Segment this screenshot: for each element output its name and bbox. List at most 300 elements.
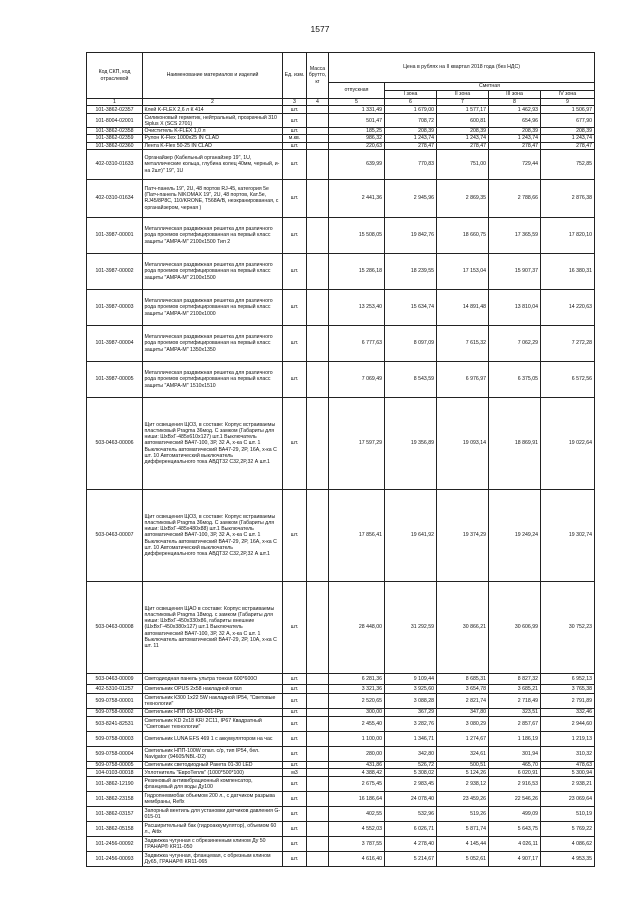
column-number: 5 (329, 99, 385, 106)
item-mass-cell (307, 581, 329, 673)
price-wholesale-cell: 4 552,03 (329, 822, 385, 837)
price-zone1-cell: 19 641,92 (385, 489, 437, 581)
item-mass-cell (307, 489, 329, 581)
price-zone4-cell: 19 302,74 (541, 489, 595, 581)
price-zone4-cell: 2 938,21 (541, 777, 595, 792)
price-zone2-cell: 5 124,26 (437, 769, 489, 777)
table-row (87, 397, 595, 489)
column-numbers-row (87, 99, 595, 106)
price-wholesale-cell: 2 455,40 (329, 716, 385, 731)
item-mass-cell (307, 114, 329, 128)
price-zone4-cell: 6 572,56 (541, 361, 595, 397)
table-row (87, 489, 595, 581)
item-name-cell: Щит освещения ЩО3, в составе: Корпус встраиваемы пластиковый Pragma 36мод. С замком (Габариты для ниши: ШхВхГ-485х610х127) шт.1 Выключатель автоматический ВА47-100, 3P, 32 А, х-ка С шт. 1 Выключатель автоматический ВА47-29, 2P, 16А, х-ка С шт. 10 Автоматический выключатель дифференциального тока АВДТ32 С32,2P,32 А шт.1 (143, 397, 283, 489)
item-code-cell: 402-0310-01634 (87, 179, 143, 217)
price-zone2-cell: 2 821,74 (437, 693, 489, 708)
item-mass-cell (307, 142, 329, 149)
price-zone4-cell: 30 752,23 (541, 581, 595, 673)
price-zone2-cell: 2 869,35 (437, 179, 489, 217)
price-zone3-cell: 5 643,75 (489, 822, 541, 837)
item-code-cell: 101-3862-23158 (87, 792, 143, 807)
table-row (87, 361, 595, 397)
price-zone1-cell: 19 356,89 (385, 397, 437, 489)
item-code-cell: 503-0463-00008 (87, 581, 143, 673)
item-mass-cell (307, 807, 329, 822)
price-zone4-cell: 332,46 (541, 708, 595, 716)
item-name-cell: Светильник KD 2х18 KR/ 2С11, IP67 Квадратный "Световые технологии" (143, 716, 283, 731)
table-row (87, 746, 595, 761)
price-zone4-cell: 1 506,97 (541, 106, 595, 114)
price-wholesale-cell: 13 253,40 (329, 289, 385, 325)
item-name-cell: Очиститель K-FLEX 1,0 л (143, 128, 283, 135)
price-zone4-cell: 7 272,28 (541, 325, 595, 361)
item-unit-cell: шт. (283, 852, 307, 867)
price-zone4-cell: 14 220,63 (541, 289, 595, 325)
item-unit-cell: шт. (283, 822, 307, 837)
item-name-cell: Запорный вентиль для установки датчиков давления G-015-01 (143, 807, 283, 822)
header-name: Наименование материалов и изделий (143, 53, 283, 99)
table-row (87, 777, 595, 792)
item-name-cell: Силиконовый герметик, нейтральный, прозрачный 310 Siplus X (SCS 2701) (143, 114, 283, 128)
item-unit-cell: шт. (283, 673, 307, 684)
item-mass-cell (307, 673, 329, 684)
price-wholesale-cell: 639,99 (329, 149, 385, 179)
item-unit-cell: шт. (283, 179, 307, 217)
price-wholesale-cell: 2 675,45 (329, 777, 385, 792)
price-zone3-cell: 499,09 (489, 807, 541, 822)
price-zone1-cell: 342,80 (385, 746, 437, 761)
item-mass-cell (307, 325, 329, 361)
price-zone2-cell: 500,51 (437, 761, 489, 768)
price-zone2-cell: 324,61 (437, 746, 489, 761)
item-unit-cell: шт. (283, 253, 307, 289)
price-zone3-cell: 13 810,04 (489, 289, 541, 325)
table-row (87, 716, 595, 731)
price-wholesale-cell: 15 286,18 (329, 253, 385, 289)
item-name-cell: Светильник НПП 03-100-001-IPp (143, 708, 283, 716)
item-code-cell: 101-3862-05158 (87, 822, 143, 837)
price-zone2-cell: 6 976,97 (437, 361, 489, 397)
item-unit-cell: шт. (283, 489, 307, 581)
table-row (87, 761, 595, 768)
price-zone3-cell: 22 546,26 (489, 792, 541, 807)
header-zone2: II зона (437, 91, 489, 99)
item-code-cell: 101-2456-00092 (87, 837, 143, 852)
item-mass-cell (307, 716, 329, 731)
price-zone1-cell: 5 214,67 (385, 852, 437, 867)
price-zone4-cell: 478,63 (541, 761, 595, 768)
item-name-cell: Щит освещения ЩАО в составе: Корпус встраиваемы пластиковый Pragma 18мод. с замком (Габариты для ниши: ШхВхГ-450х330х86, габариты внешние (ШхВхГ-450х380х127) шт.1 Выключатель автоматический ВА47-100, 3P, 32 А, х-ка С шт. 1 Выключатель автоматический ВА47-29, 2P, 10А, х-ка С шт. 11 (143, 581, 283, 673)
price-zone4-cell: 1 243,74 (541, 135, 595, 142)
price-zone3-cell: 2 788,66 (489, 179, 541, 217)
item-unit-cell: шт. (283, 761, 307, 768)
price-wholesale-cell: 4 388,42 (329, 769, 385, 777)
price-wholesale-cell: 7 069,49 (329, 361, 385, 397)
price-zone2-cell: 278,47 (437, 142, 489, 149)
price-zone1-cell: 3 282,76 (385, 716, 437, 731)
price-zone1-cell: 208,39 (385, 128, 437, 135)
price-zone3-cell: 654,96 (489, 114, 541, 128)
price-zone1-cell: 4 278,40 (385, 837, 437, 852)
price-wholesale-cell: 4 616,40 (329, 852, 385, 867)
item-name-cell: Светильник LUNA EFS 469 1 с аккумулятором на час (143, 731, 283, 746)
price-zone1-cell: 5 308,02 (385, 769, 437, 777)
price-zone3-cell: 15 907,37 (489, 253, 541, 289)
item-unit-cell: шт. (283, 746, 307, 761)
column-number: 8 (489, 99, 541, 106)
price-zone3-cell: 4 907,17 (489, 852, 541, 867)
price-zone2-cell: 600,81 (437, 114, 489, 128)
item-unit-cell: шт. (283, 693, 307, 708)
item-unit-cell: шт. (283, 397, 307, 489)
price-zone2-cell: 3 080,29 (437, 716, 489, 731)
price-zone3-cell: 6 375,05 (489, 361, 541, 397)
price-zone4-cell: 208,39 (541, 128, 595, 135)
price-wholesale-cell: 402,55 (329, 807, 385, 822)
header-mass: Масса брутто, кг (307, 53, 329, 99)
price-zone3-cell: 17 365,59 (489, 217, 541, 253)
price-wholesale-cell: 986,32 (329, 135, 385, 142)
price-wholesale-cell: 16 186,64 (329, 792, 385, 807)
column-number: 6 (385, 99, 437, 106)
item-mass-cell (307, 731, 329, 746)
item-mass-cell (307, 822, 329, 837)
item-name-cell: Светодиодная панель ультра тонкая 600*600О (143, 673, 283, 684)
item-unit-cell: шт. (283, 128, 307, 135)
price-wholesale-cell: 28 448,00 (329, 581, 385, 673)
item-code-cell: 101-3987-00002 (87, 253, 143, 289)
price-zone4-cell: 2 944,60 (541, 716, 595, 731)
price-zone4-cell: 5 769,22 (541, 822, 595, 837)
item-code-cell: 101-3987-00005 (87, 361, 143, 397)
price-zone2-cell: 3 654,78 (437, 684, 489, 693)
table-row (87, 792, 595, 807)
item-unit-cell: шт. (283, 708, 307, 716)
item-mass-cell (307, 769, 329, 777)
price-wholesale-cell: 185,25 (329, 128, 385, 135)
price-zone4-cell: 6 952,13 (541, 673, 595, 684)
item-name-cell: Клей K-FLEX 2,6 л К 414 (143, 106, 283, 114)
price-zone3-cell: 7 062,29 (489, 325, 541, 361)
price-zone1-cell: 6 026,71 (385, 822, 437, 837)
item-unit-cell: шт. (283, 217, 307, 253)
item-unit-cell: шт. (283, 684, 307, 693)
price-zone3-cell: 6 020,91 (489, 769, 541, 777)
header-zone1: I зона (385, 91, 437, 99)
price-zone2-cell: 1 243,74 (437, 135, 489, 142)
price-zone1-cell: 3 088,28 (385, 693, 437, 708)
item-mass-cell (307, 708, 329, 716)
header-zone4: IV зона (541, 91, 595, 99)
price-zone1-cell: 2 983,45 (385, 777, 437, 792)
item-code-cell: 101-3862-02360 (87, 142, 143, 149)
price-zone3-cell: 465,70 (489, 761, 541, 768)
table-row (87, 289, 595, 325)
item-name-cell: Патч-панель 19", 2U, 48 портов RJ-45, категория 5е (Патч-панель NIKOMAX 19", 2U, 48 портов, Кат.5е, RJ45/8P8C, 110/KRONE, T568A/B, неэкранированная, с органайзером, черная ) (143, 179, 283, 217)
item-unit-cell: шт. (283, 361, 307, 397)
table-row (87, 769, 595, 777)
item-code-cell: 101-3862-02357 (87, 106, 143, 114)
item-mass-cell (307, 777, 329, 792)
item-unit-cell: м3 (283, 769, 307, 777)
price-zone1-cell: 18 239,55 (385, 253, 437, 289)
price-zone1-cell: 532,96 (385, 807, 437, 822)
item-unit-cell: шт. (283, 581, 307, 673)
price-zone2-cell: 5 052,61 (437, 852, 489, 867)
item-mass-cell (307, 837, 329, 852)
item-mass-cell (307, 149, 329, 179)
item-unit-cell: шт. (283, 149, 307, 179)
price-wholesale-cell: 1 331,49 (329, 106, 385, 114)
item-unit-cell: шт. (283, 837, 307, 852)
price-zone2-cell: 17 153,04 (437, 253, 489, 289)
table-row (87, 149, 595, 179)
item-name-cell: Светильник OPUS 2х58 накладной опал (143, 684, 283, 693)
price-zone1-cell: 770,83 (385, 149, 437, 179)
price-zone3-cell: 18 869,91 (489, 397, 541, 489)
item-code-cell: 104-0103-00018 (87, 769, 143, 777)
price-zone2-cell: 519,26 (437, 807, 489, 822)
item-code-cell: 509-0758-00001 (87, 693, 143, 708)
price-zone4-cell: 1 219,13 (541, 731, 595, 746)
item-name-cell: Расширительный бак (гидроаккумулятор), объемом 60 л., Aitix (143, 822, 283, 837)
column-number: 1 (87, 99, 143, 106)
price-zone2-cell: 347,80 (437, 708, 489, 716)
item-code-cell: 402-5310-01257 (87, 684, 143, 693)
item-mass-cell (307, 684, 329, 693)
price-zone2-cell: 2 938,12 (437, 777, 489, 792)
price-wholesale-cell: 15 508,05 (329, 217, 385, 253)
item-name-cell: Светильник НПП-100W опал. с/р, тип IP54, бел. Navigator (94605/NBL-D2) (143, 746, 283, 761)
price-zone1-cell: 31 292,59 (385, 581, 437, 673)
price-wholesale-cell: 431,86 (329, 761, 385, 768)
price-zone1-cell: 15 634,74 (385, 289, 437, 325)
price-zone3-cell: 3 685,21 (489, 684, 541, 693)
price-zone3-cell: 301,94 (489, 746, 541, 761)
price-zone4-cell: 278,47 (541, 142, 595, 149)
price-zone4-cell: 2 791,89 (541, 693, 595, 708)
price-zone1-cell: 19 842,76 (385, 217, 437, 253)
item-mass-cell (307, 761, 329, 768)
price-zone4-cell: 23 069,64 (541, 792, 595, 807)
item-name-cell: Гидропневмобак объемом 200 л., с датчиком разрыва мембраны, Reflx (143, 792, 283, 807)
table-row (87, 673, 595, 684)
price-wholesale-cell: 17 597,29 (329, 397, 385, 489)
column-number: 2 (143, 99, 283, 106)
price-zone4-cell: 16 380,31 (541, 253, 595, 289)
price-zone4-cell: 2 876,38 (541, 179, 595, 217)
price-wholesale-cell: 300,00 (329, 708, 385, 716)
item-mass-cell (307, 128, 329, 135)
item-code-cell: 101-3987-00001 (87, 217, 143, 253)
price-wholesale-cell: 6 777,63 (329, 325, 385, 361)
price-wholesale-cell: 280,00 (329, 746, 385, 761)
column-number: 9 (541, 99, 595, 106)
price-zone4-cell: 4 953,35 (541, 852, 595, 867)
header-price-group: Цена в рублях на II квартал 2018 года (без НДС) (329, 53, 595, 83)
item-code-cell: 503-0463-00006 (87, 397, 143, 489)
item-code-cell: 101-3862-03157 (87, 807, 143, 822)
item-mass-cell (307, 852, 329, 867)
table-row (87, 731, 595, 746)
item-code-cell: 101-3862-12190 (87, 777, 143, 792)
item-code-cell: 509-0758-00004 (87, 746, 143, 761)
price-zone3-cell: 4 026,11 (489, 837, 541, 852)
item-code-cell: 509-0758-00002 (87, 708, 143, 716)
price-zone2-cell: 30 866,21 (437, 581, 489, 673)
price-wholesale-cell: 220,63 (329, 142, 385, 149)
price-zone2-cell: 23 459,26 (437, 792, 489, 807)
item-name-cell: Светильник светодиодный Ракета 01-30 LED (143, 761, 283, 768)
table-row (87, 807, 595, 822)
item-code-cell: 101-3862-02358 (87, 128, 143, 135)
item-code-cell: 101-8004-02001 (87, 114, 143, 128)
item-name-cell: Резиновый антивибрационный компенсатор, фланцевый для воды Ду100 (143, 777, 283, 792)
table-row (87, 325, 595, 361)
table-row (87, 128, 595, 135)
price-zone3-cell: 30 606,99 (489, 581, 541, 673)
price-zone4-cell: 510,19 (541, 807, 595, 822)
item-mass-cell (307, 217, 329, 253)
price-zone1-cell: 8 543,59 (385, 361, 437, 397)
item-mass-cell (307, 253, 329, 289)
table-row (87, 852, 595, 867)
price-zone3-cell: 323,51 (489, 708, 541, 716)
item-code-cell: 101-3987-00004 (87, 325, 143, 361)
item-mass-cell (307, 135, 329, 142)
header-code: Код СКП, код отраслевой (87, 53, 143, 99)
item-name-cell: Металлическая раздвижная решетка для различного рода проемов сертифицированная на первый класс защиты "АМРА-М" 2100х1500 (143, 253, 283, 289)
item-unit-cell: шт. (283, 114, 307, 128)
item-code-cell: 509-0758-00005 (87, 761, 143, 768)
header-wholesale: отпускная (329, 83, 385, 99)
price-wholesale-cell: 17 856,41 (329, 489, 385, 581)
price-zone3-cell: 1 243,74 (489, 135, 541, 142)
table-row (87, 708, 595, 716)
table-row (87, 684, 595, 693)
price-zone2-cell: 19 093,14 (437, 397, 489, 489)
item-unit-cell: шт. (283, 289, 307, 325)
price-zone4-cell: 17 820,10 (541, 217, 595, 253)
column-number: 7 (437, 99, 489, 106)
item-name-cell: Лента K-Flex 50-25 IN CLAD (143, 142, 283, 149)
price-zone4-cell: 19 022,64 (541, 397, 595, 489)
item-mass-cell (307, 179, 329, 217)
price-zone3-cell: 2 718,49 (489, 693, 541, 708)
price-zone4-cell: 752,85 (541, 149, 595, 179)
price-zone4-cell: 677,90 (541, 114, 595, 128)
item-name-cell: Задвижка чугунная с обрезиненным клином Ду 50 ГРАНАР® КR11-050 (143, 837, 283, 852)
item-name-cell: Металлическая раздвижная решетка для различного рода проемов сертифицированная на первый класс защиты "АМРА-М" 2100х1500 Тип 2 (143, 217, 283, 253)
item-code-cell: 101-3862-02359 (87, 135, 143, 142)
table-row (87, 142, 595, 149)
price-zone3-cell: 8 827,32 (489, 673, 541, 684)
item-name-cell: Щит освещения ЩО3, в составе: Корпус встраиваемы пластиковый Pragma 36мод. С замком (Габариты для ниши: ШхВхГ-485х480х88) шт.1 Выключатель автоматический ВА47-100, 3P, 32 А, х-ка С шт. 1 Выключатель автоматический ВА47-29, 2P, 16А, х-ка С шт. 10 Автоматический выключатель дифференциального тока АВДТ32 С32,2P,32 А шт.1 (143, 489, 283, 581)
price-zone1-cell: 367,29 (385, 708, 437, 716)
price-table-body (87, 106, 595, 867)
price-zone1-cell: 1 346,71 (385, 731, 437, 746)
price-zone2-cell: 8 685,31 (437, 673, 489, 684)
price-zone2-cell: 19 374,29 (437, 489, 489, 581)
item-mass-cell (307, 792, 329, 807)
table-row (87, 581, 595, 673)
item-code-cell: 101-3987-00003 (87, 289, 143, 325)
item-mass-cell (307, 397, 329, 489)
item-unit-cell: м.кв. (283, 135, 307, 142)
price-zone1-cell: 9 109,44 (385, 673, 437, 684)
price-zone1-cell: 8 097,09 (385, 325, 437, 361)
price-wholesale-cell: 3 321,36 (329, 684, 385, 693)
page-number: 1577 (310, 24, 330, 34)
item-name-cell: Металлическая раздвижная решетка для различного рода проемов сертифицированная на первый класс защиты "АМРА-М" 2100х1000 (143, 289, 283, 325)
item-mass-cell (307, 746, 329, 761)
item-name-cell: Задвижка чугунная, фланцевая, с обрезным клином Ду65, ГРАНАР® КR11-065 (143, 852, 283, 867)
item-name-cell: Металлическая раздвижная решетка для различного рода проемов сертифицированная на первый класс защиты "АМРА-М" 1350х1350 (143, 325, 283, 361)
item-name-cell: Органайзер (Кабельный органайзер 19", 1U, металлические кольца, глубина колец 40мм, черный, и-на 2шт)" 19", 1U (143, 149, 283, 179)
item-name-cell: Рулон K-Flex 1000х25 IN CLAD (143, 135, 283, 142)
item-name-cell: Светильник К300 1х22 5W накладной IP54, "Световые технологии" (143, 693, 283, 708)
price-zone2-cell: 4 145,44 (437, 837, 489, 852)
table-row (87, 179, 595, 217)
price-wholesale-cell: 1 100,00 (329, 731, 385, 746)
price-zone1-cell: 3 925,60 (385, 684, 437, 693)
item-code-cell: 509-0758-00003 (87, 731, 143, 746)
item-unit-cell: шт. (283, 325, 307, 361)
price-zone2-cell: 1 577,17 (437, 106, 489, 114)
price-zone1-cell: 708,72 (385, 114, 437, 128)
item-mass-cell (307, 106, 329, 114)
item-code-cell: 402-0310-01633 (87, 149, 143, 179)
header-estimate: Сметная (385, 83, 595, 91)
item-code-cell: 503-0463-00009 (87, 673, 143, 684)
price-zone3-cell: 729,44 (489, 149, 541, 179)
table-row (87, 822, 595, 837)
header-zone3: III зона (489, 91, 541, 99)
price-zone1-cell: 2 945,96 (385, 179, 437, 217)
item-unit-cell: шт. (283, 716, 307, 731)
price-zone4-cell: 3 765,38 (541, 684, 595, 693)
price-wholesale-cell: 2 441,36 (329, 179, 385, 217)
price-zone2-cell: 208,39 (437, 128, 489, 135)
price-zone1-cell: 526,72 (385, 761, 437, 768)
table-row (87, 693, 595, 708)
table-row (87, 106, 595, 114)
price-zone1-cell: 1 679,00 (385, 106, 437, 114)
price-zone1-cell: 1 243,74 (385, 135, 437, 142)
price-wholesale-cell: 3 787,55 (329, 837, 385, 852)
price-zone3-cell: 1 186,19 (489, 731, 541, 746)
item-unit-cell: шт. (283, 777, 307, 792)
item-unit-cell: шт. (283, 792, 307, 807)
price-zone2-cell: 751,00 (437, 149, 489, 179)
item-mass-cell (307, 693, 329, 708)
price-zone3-cell: 2 916,53 (489, 777, 541, 792)
item-unit-cell: шт. (283, 807, 307, 822)
table-row (87, 114, 595, 128)
price-zone1-cell: 24 078,40 (385, 792, 437, 807)
item-unit-cell: шт. (283, 731, 307, 746)
price-zone4-cell: 4 086,62 (541, 837, 595, 852)
item-unit-cell: шт. (283, 106, 307, 114)
price-zone3-cell: 1 462,93 (489, 106, 541, 114)
table-row (87, 253, 595, 289)
item-unit-cell: шт. (283, 142, 307, 149)
price-zone3-cell: 2 857,67 (489, 716, 541, 731)
price-zone3-cell: 278,47 (489, 142, 541, 149)
price-table (86, 52, 595, 867)
price-zone2-cell: 5 871,74 (437, 822, 489, 837)
item-code-cell: 101-2456-00093 (87, 852, 143, 867)
